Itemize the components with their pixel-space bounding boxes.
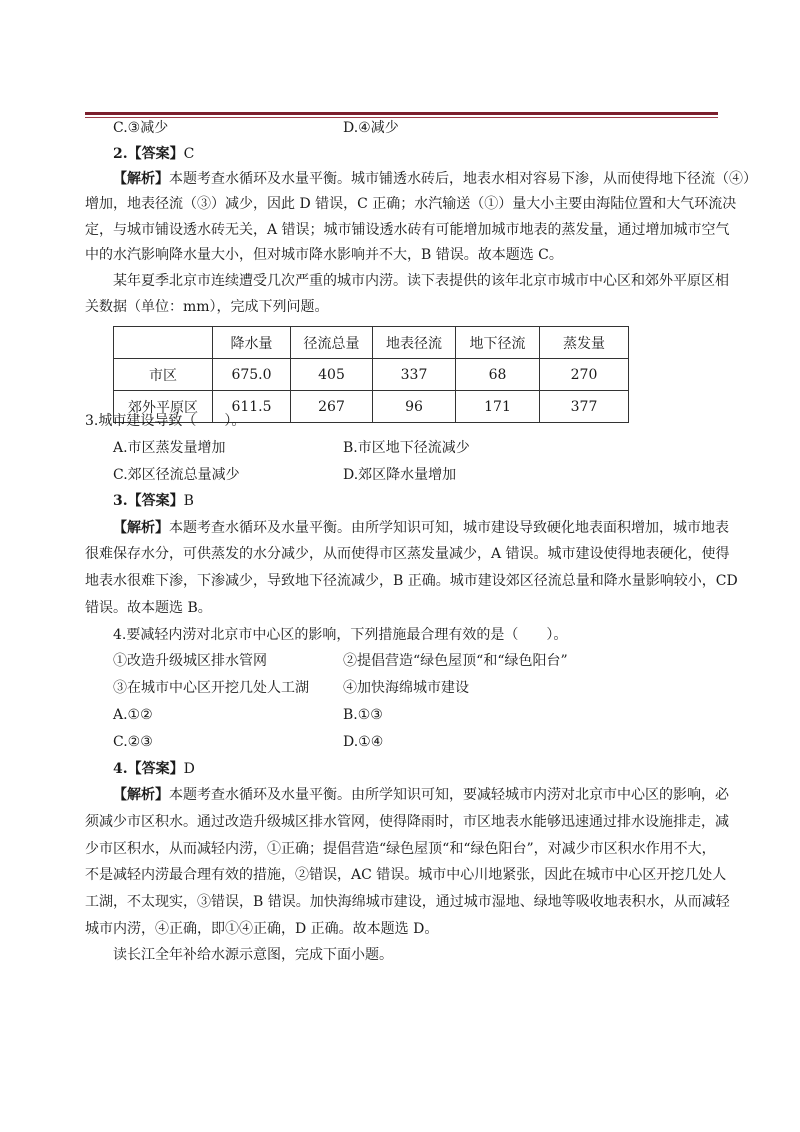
table-header-cell	[114, 327, 213, 359]
q3-option-b: B.市区地下径流减少	[343, 440, 470, 456]
q2-option-d: D.④减少	[343, 120, 399, 136]
q3-option-c: C.郊区径流总量减少	[113, 467, 240, 483]
q4-analysis-line-3: 少市区积水，从而减轻内涝，①正确；提倡营造“绿色屋顶“和“绿色阳台”，对减少市区积水作用不大，	[85, 841, 716, 857]
data-table	[113, 326, 629, 423]
answer-value: C	[183, 146, 195, 162]
q4-measure-1: ①改造升级城区排水管网	[113, 653, 267, 669]
q4-option-d: D.①④	[343, 734, 384, 750]
table-cell: 270	[540, 359, 629, 391]
q4-answer	[113, 760, 195, 778]
q4-option-a: A.①②	[113, 707, 153, 723]
answer-value: B	[183, 493, 194, 509]
q2-analysis-line-3: 定，与城市铺设透水砖无关，A 错误；城市铺设透水砖有可能增加城市地表的蒸发量，通过增加城市空气	[85, 222, 730, 238]
table-header-cell: 降水量	[213, 327, 291, 359]
table-cell: 337	[373, 359, 456, 391]
q4-analysis-line-6: 城市内涝，④正确，即①④正确，D 正确。故本题选 D。	[85, 921, 439, 937]
table-cell: 68	[456, 359, 540, 391]
q3-option-d: D.郊区降水量增加	[343, 467, 457, 483]
table-header-cell: 地表径流	[373, 327, 456, 359]
q4-stem: 4.要减轻内涝对北京市中心区的影响，下列措施最合理有效的是（ ）。	[113, 627, 568, 643]
q2-answer	[113, 145, 194, 163]
analysis-label: 【解析】	[113, 171, 169, 187]
analysis-label: 【解析】	[113, 520, 169, 536]
q4-analysis-line-2: 须减少市区积水。通过改造升级城区排水管网，使得降雨时，市区地表水能够迅速通过排水设施排走，减	[85, 814, 729, 830]
table-row	[114, 359, 629, 391]
table-cell: 96	[373, 391, 456, 423]
q2-analysis-line-2: 增加，地表径流（③）减少，因此 D 错误，C 正确；水汽输送（①）量大小主要由海陆位置和大气环流决	[85, 196, 737, 212]
q4-option-c: C.②③	[113, 734, 153, 750]
table-cell: 171	[456, 391, 540, 423]
table-cell: 267	[291, 391, 373, 423]
table-header-cell: 地下径流	[456, 327, 540, 359]
q2-option-c: C.③减少	[113, 120, 169, 136]
answer-label: 2.【答案】	[113, 146, 184, 162]
analysis-label: 【解析】	[113, 787, 169, 803]
table-cell: 405	[291, 359, 373, 391]
answer-label: 4.【答案】	[113, 761, 184, 777]
q3-analysis-line-2: 很难保存水分，可供蒸发的水分减少，从而使得市区蒸发量减少，A 错误。城市建设使得地表硬化，使得	[85, 546, 730, 562]
q3-analysis-line-3: 地表水很难下渗，下渗减少，导致地下径流减少，B 正确。城市建设郊区径流总量和降水量影响较小，CD	[85, 573, 738, 589]
q3-stem: 3.城市建设导致（ ）。	[85, 413, 246, 429]
answer-value: D	[183, 761, 195, 777]
q3-analysis-line-4: 错误。故本题选 B。	[85, 600, 212, 616]
q4-measure-2: ②提倡营造“绿色屋顶“和“绿色阳台”	[343, 653, 568, 669]
passage-line-2: 关数据（单位：mm），完成下列问题。	[85, 299, 329, 315]
table-cell: 377	[540, 391, 629, 423]
q2-analysis-line-1: 【解析】本题考查水循环及水量平衡。城市铺透水砖后，地表水相对容易下渗，从而使得地下径流（④）	[113, 171, 757, 187]
header-rule-thin	[85, 117, 718, 118]
header-rule	[85, 112, 718, 115]
table-cell: 611.5	[213, 391, 291, 423]
table-cell: 郊外平原区	[114, 391, 213, 423]
q4-measure-3: ③在城市中心区开挖几处人工湖	[113, 680, 309, 696]
q4-analysis-line-4: 不是减轻内涝最合理有效的措施，②错误，AC 错误。城市中心川地紧张，因此在城市中心区开挖几处人	[85, 867, 727, 883]
table-header-row	[114, 327, 629, 359]
table-header-cell: 蒸发量	[540, 327, 629, 359]
answer-label: 3.【答案】	[113, 493, 184, 509]
q4-option-b: B.①③	[343, 707, 383, 723]
passage-line-1: 某年夏季北京市连续遭受几次严重的城市内涝。读下表提供的该年北京市城市中心区和郊外平原区相	[113, 273, 729, 289]
q3-option-a: A.市区蒸发量增加	[113, 440, 226, 456]
q4-analysis-line-1: 【解析】本题考查水循环及水量平衡。由所学知识可知，要减轻城市内涝对北京市中心区的影响，必	[113, 787, 729, 803]
table-cell: 675.0	[213, 359, 291, 391]
closing-instruction: 读长江全年补给水源示意图，完成下面小题。	[113, 947, 393, 963]
q4-measure-4: ④加快海绵城市建设	[343, 680, 469, 696]
table-header-cell: 径流总量	[291, 327, 373, 359]
q3-answer	[113, 492, 194, 510]
table-cell: 市区	[114, 359, 213, 391]
q2-analysis-line-4: 中的水汽影响降水量大小，但对城市降水影响并不大，B 错误。故本题选 C。	[85, 247, 563, 263]
q3-analysis-line-1: 【解析】本题考查水循环及水量平衡。由所学知识可知，城市建设导致硬化地表面积增加，城市地表	[113, 520, 729, 536]
q4-analysis-line-5: 工湖，不太现实，③错误，B 错误。加快海绵城市建设，通过城市湿地、绿地等吸收地表积水，从而减轻	[85, 894, 730, 910]
